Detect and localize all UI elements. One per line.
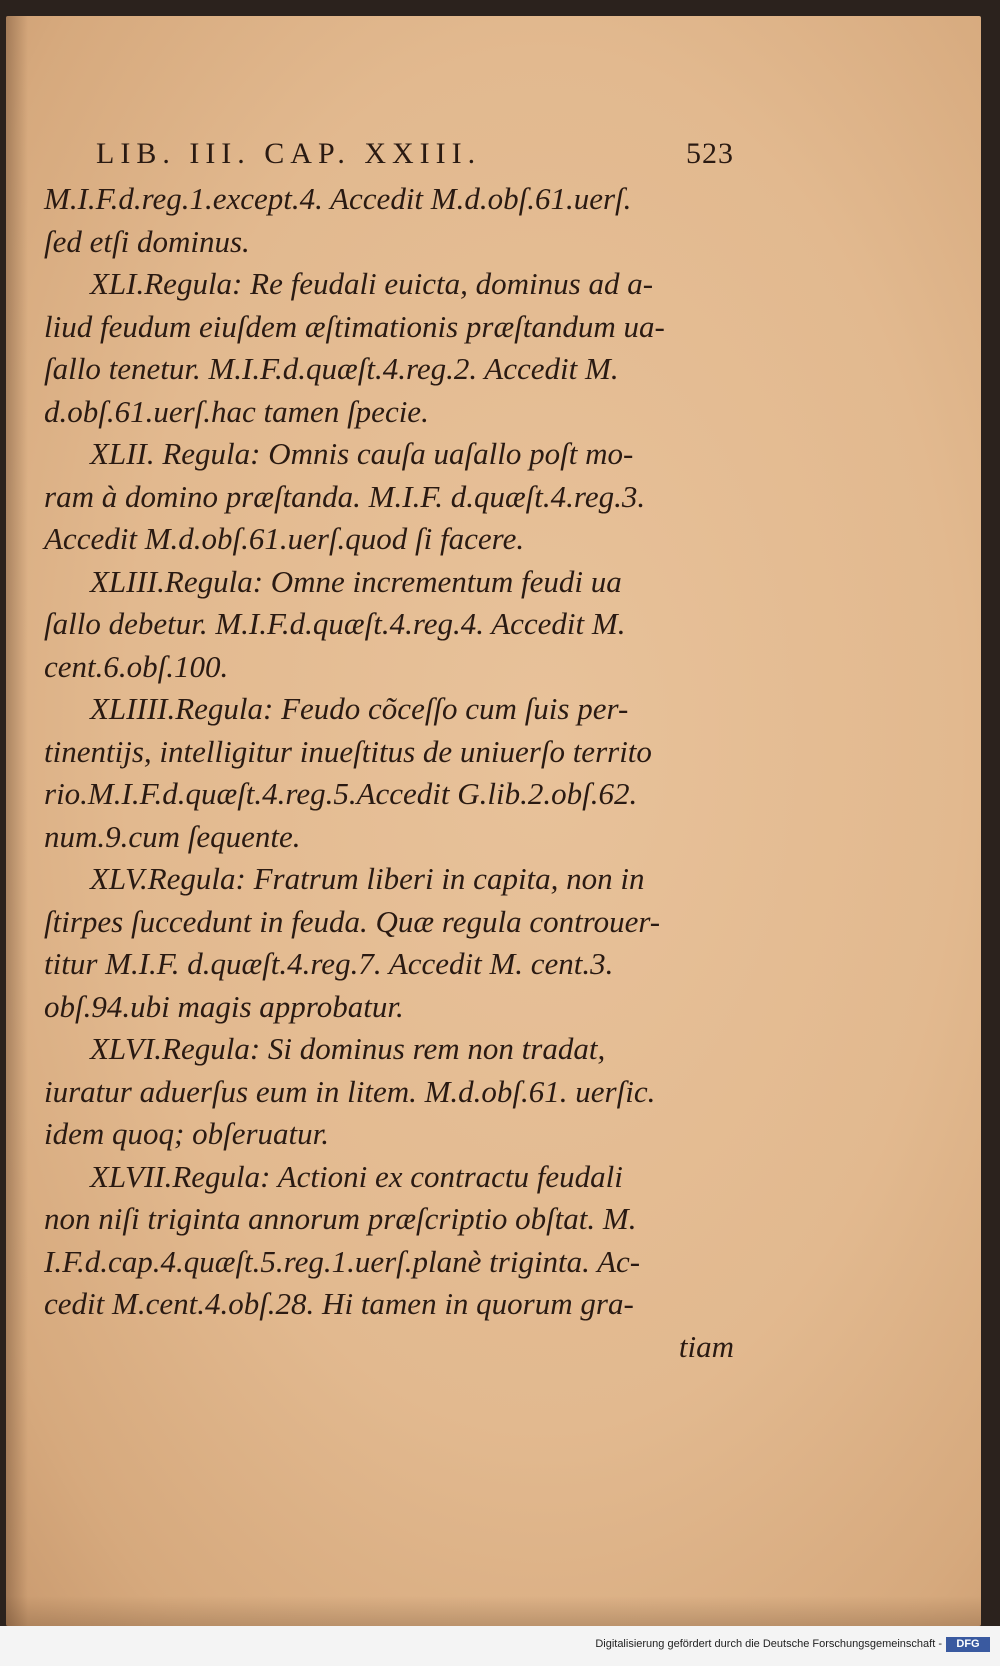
text-line: tinentijs, intelligitur inueſtitus de uniuerſo territo <box>44 733 652 769</box>
text-line: ſtirpes ſuccedunt in feuda. Quæ regula controuer- <box>44 903 661 939</box>
digitization-footer <box>0 1626 1000 1666</box>
text-line: titur M.I.F. d.quæſt.4.reg.7. Accedit M. cent.3. <box>44 946 614 981</box>
text-line: ſallo tenetur. M.I.F.d.quæſt.4.reg.2. Accedit M. <box>44 351 619 386</box>
funding-credit: Digitalisierung gefördert durch die Deutsche Forschungsgemeinschaft - <box>595 1638 942 1650</box>
text-line: rio.M.I.F.d.quæſt.4.reg.5.Accedit G.lib.2.obſ.62. <box>44 776 638 811</box>
text-line: XLI.Regula: Re feudali euicta, dominus ad a- <box>90 266 654 301</box>
text-line: ſed etſi dominus. <box>44 223 250 259</box>
page-number: 523 <box>686 137 734 170</box>
text-line: I.F.d.cap.4.quæſt.5.reg.1.uerſ.planè triginta. Ac- <box>44 1243 641 1279</box>
text-line: XLVI.Regula: Si dominus rem non tradat, <box>90 1031 606 1066</box>
text-line: liud feudum eiuſdem æſtimationis præſtandum ua- <box>44 308 665 344</box>
text-line: Accedit M.d.obſ.61.uerſ.quod ſi facere. <box>44 521 525 556</box>
text-line: idem quoq; obſeruatur. <box>44 1116 330 1151</box>
text-line: XLVII.Regula: Actioni ex contractu feudali <box>90 1158 623 1194</box>
text-line: obſ.94.ubi magis approbatur. <box>44 988 404 1024</box>
body-text <box>44 178 734 1326</box>
text-line: ram à domino præſtanda. M.I.F. d.quæſt.4.reg.3. <box>44 478 646 514</box>
running-header <box>44 130 734 178</box>
text-line: num.9.cum ſequente. <box>44 818 301 854</box>
running-title: LIB. III. CAP. XXIII. <box>96 137 482 170</box>
text-line: XLV.Regula: Fratrum liberi in capita, non in <box>90 861 645 896</box>
text-line: XLIII.Regula: Omne incrementum feudi ua <box>90 563 622 599</box>
text-line: d.obſ.61.uerſ.hac tamen ſpecie. <box>44 393 429 429</box>
page-text <box>44 130 734 1368</box>
text-line: M.I.F.d.reg.1.except.4. Accedit M.d.obſ.61.uerſ. <box>44 181 632 216</box>
text-line: ſallo debetur. M.I.F.d.quæſt.4.reg.4. Accedit M. <box>44 606 626 641</box>
text-line: XLII. Regula: Omnis cauſa uaſallo poſt mo- <box>90 436 634 471</box>
text-line: cent.6.obſ.100. <box>44 648 229 684</box>
text-line: iuratur aduerſus eum in litem. M.d.obſ.61. uerſic. <box>44 1073 656 1109</box>
dfg-logo: DFG <box>946 1637 990 1652</box>
text-line: cedit M.cent.4.obſ.28. Hi tamen in quorum gra- <box>44 1286 634 1321</box>
text-line: non niſi triginta annorum præſcriptio obſtat. M. <box>44 1201 637 1236</box>
text-line: XLIIII.Regula: Feudo cõceſſo cum ſuis per- <box>90 691 629 726</box>
book-page <box>6 16 981 1626</box>
catchword: tiam <box>678 1328 734 1364</box>
